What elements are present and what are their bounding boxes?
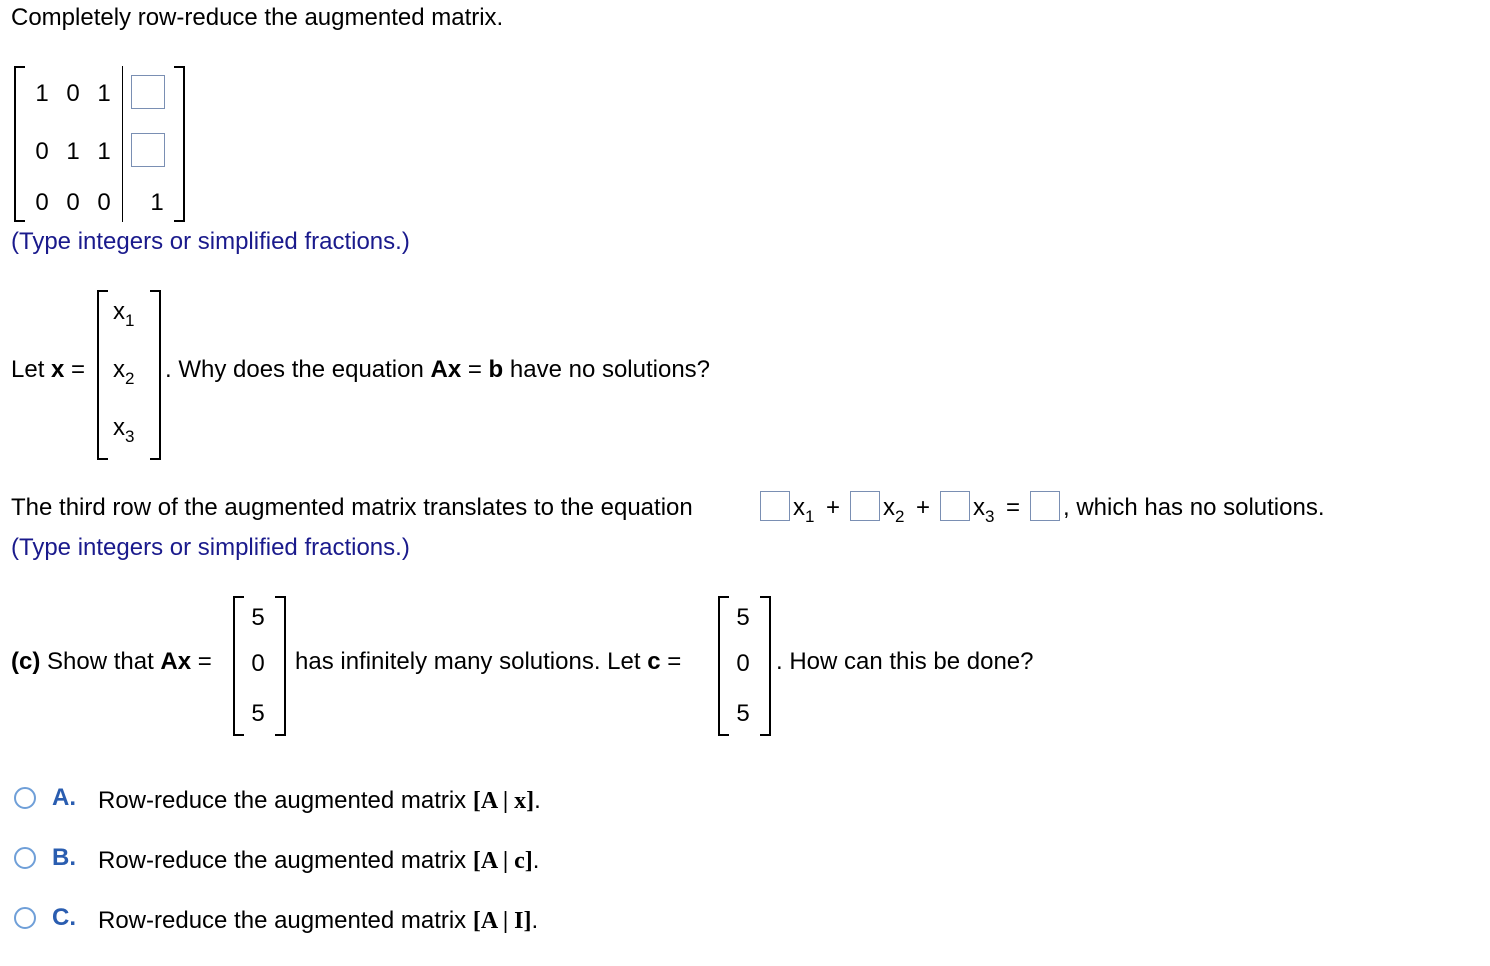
hint-text-2: (Type integers or simplified fractions.)	[11, 534, 410, 561]
instruction-text: Completely row-reduce the augmented matrix.	[11, 4, 504, 31]
b-vector-right-bracket	[275, 596, 286, 736]
c-vector-entry: 5	[736, 700, 750, 727]
choice-c[interactable]	[14, 904, 614, 944]
b-vector-entry: 5	[251, 604, 265, 631]
matrix-left-bracket	[14, 66, 25, 222]
x2-term: $x_2$	[883, 494, 905, 526]
rhs-answer-box-row2[interactable]	[131, 133, 165, 167]
plus-sign: +	[826, 494, 841, 521]
choice-a-letter: A.	[52, 784, 76, 811]
choice-c-text: Row-reduce the augmented matrix [A | I].	[98, 907, 539, 934]
matrix-cell: 1	[66, 138, 80, 165]
c-vector-right-bracket	[760, 596, 771, 736]
c-vector-entry: 5	[736, 604, 750, 631]
x-vector-entry: $x_3$	[113, 414, 135, 446]
matrix-cell: 0	[35, 138, 49, 165]
coef-x2-input[interactable]	[850, 491, 880, 521]
b-vector-entry: 0	[251, 650, 265, 677]
choice-b-letter: B.	[52, 844, 76, 871]
radio-b[interactable]	[14, 847, 36, 869]
part-c-label: (c) Show that Ax =	[11, 648, 212, 675]
hint-text-1: (Type integers or simplified fractions.)	[11, 228, 410, 255]
plus-sign: +	[916, 494, 931, 521]
choice-c-letter: C.	[52, 904, 76, 931]
matrix-cell: 0	[66, 189, 80, 216]
matrix-cell: 0	[35, 189, 49, 216]
c-vector-entry: 0	[736, 650, 750, 677]
choice-a-text: Row-reduce the augmented matrix [A | x].	[98, 787, 541, 814]
equals-sign: =	[1006, 494, 1021, 521]
b-vector-left-bracket	[233, 596, 244, 736]
matrix-cell: 1	[35, 80, 49, 107]
third-row-text: The third row of the augmented matrix translates to the equation	[11, 494, 693, 521]
augment-divider	[122, 66, 123, 222]
coef-x1-input[interactable]	[760, 491, 790, 521]
choice-b[interactable]	[14, 844, 614, 884]
choice-b-text: Row-reduce the augmented matrix [A | c].	[98, 847, 540, 874]
x-vector-left-bracket	[97, 290, 108, 460]
matrix-rhs-value: 1	[150, 189, 164, 216]
x3-term: $x_3$	[973, 494, 995, 526]
matrix-cell: 0	[66, 80, 80, 107]
x1-term: $x_1$	[793, 494, 815, 526]
how-question-text: . How can this be done?	[776, 648, 1034, 675]
x-vector-entry: $x_2$	[113, 356, 135, 388]
matrix-right-bracket	[174, 66, 185, 222]
c-vector-left-bracket	[718, 596, 729, 736]
x-vector-right-bracket	[150, 290, 161, 460]
x-vector-entry: $x_1$	[113, 298, 135, 330]
radio-c[interactable]	[14, 907, 36, 929]
let-x-label: Let x =	[11, 356, 86, 383]
matrix-cell: 1	[97, 80, 111, 107]
why-question-text: . Why does the equation Ax = b have no solutions?	[165, 356, 711, 383]
radio-a[interactable]	[14, 787, 36, 809]
part-c-middle-text: has infinitely many solutions. Let c =	[295, 648, 682, 675]
rhs-input[interactable]	[1030, 491, 1060, 521]
choice-a[interactable]	[14, 784, 614, 824]
matrix-cell: 1	[97, 138, 111, 165]
matrix-cell: 0	[97, 189, 111, 216]
no-solutions-suffix: , which has no solutions.	[1063, 494, 1325, 521]
b-vector-entry: 5	[251, 700, 265, 727]
rhs-answer-box-row1[interactable]	[131, 75, 165, 109]
coef-x3-input[interactable]	[940, 491, 970, 521]
